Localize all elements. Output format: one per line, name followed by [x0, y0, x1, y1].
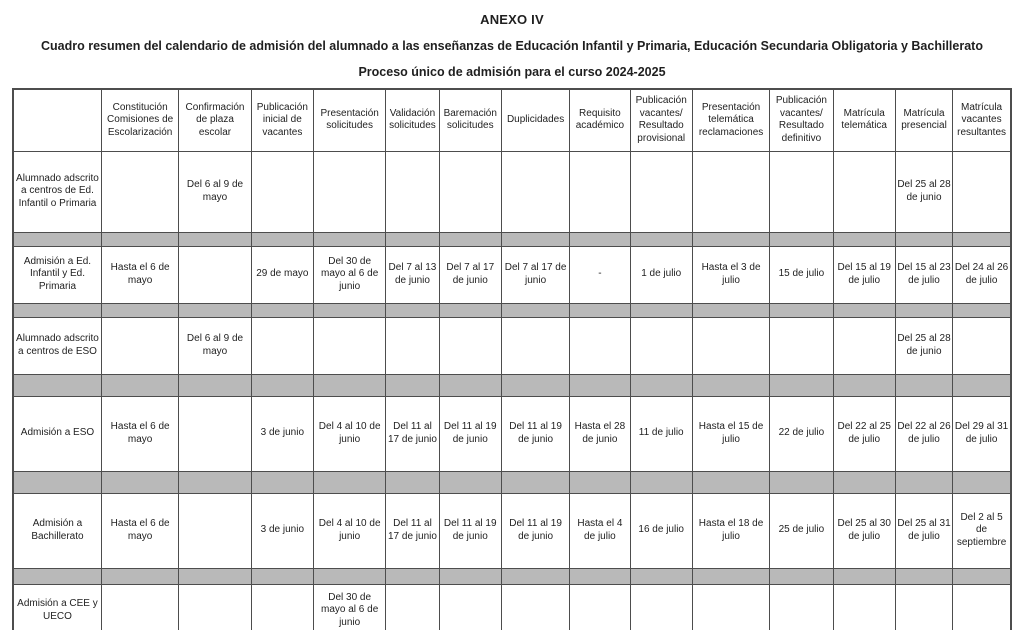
calendar-cell — [386, 151, 439, 232]
separator-cell — [251, 374, 313, 396]
calendar-cell: Del 22 al 26 de julio — [895, 396, 952, 471]
separator-cell — [179, 568, 251, 584]
table-row — [13, 317, 1011, 374]
calendar-cell — [770, 317, 833, 374]
separator-cell — [13, 303, 101, 317]
separator-cell — [833, 374, 895, 396]
calendar-cell: Del 29 al 31 de julio — [953, 396, 1011, 471]
column-header: Presentación telemática reclamaciones — [692, 89, 769, 151]
separator-cell — [179, 232, 251, 246]
column-header: Validación solicitudes — [386, 89, 439, 151]
separator-cell — [953, 568, 1011, 584]
separator-cell — [251, 568, 313, 584]
calendar-cell — [439, 317, 501, 374]
separator-cell — [770, 471, 833, 493]
calendar-cell — [313, 317, 385, 374]
separator-cell — [101, 471, 178, 493]
separator-cell — [770, 568, 833, 584]
separator-cell — [13, 374, 101, 396]
row-label: Alumnado adscrito a centros de Ed. Infantil o Primaria — [13, 151, 101, 232]
separator-cell — [895, 471, 952, 493]
admission-calendar-table — [12, 88, 1012, 630]
row-label: Admisión a Bachillerato — [13, 493, 101, 568]
separator-cell — [439, 303, 501, 317]
calendar-cell: 16 de julio — [630, 493, 692, 568]
separator-cell — [179, 471, 251, 493]
calendar-cell — [179, 584, 251, 630]
calendar-cell: Del 11 al 17 de junio — [386, 396, 439, 471]
separator-cell — [895, 568, 952, 584]
separator-cell — [386, 568, 439, 584]
calendar-cell: Hasta el 3 de julio — [692, 246, 769, 303]
separator-cell — [630, 568, 692, 584]
column-header: Duplicidades — [501, 89, 569, 151]
calendar-cell: Hasta el 6 de mayo — [101, 396, 178, 471]
calendar-cell — [439, 151, 501, 232]
separator-cell — [692, 303, 769, 317]
calendar-cell: Del 25 al 28 de junio — [895, 151, 952, 232]
separator-cell — [570, 232, 630, 246]
calendar-cell — [101, 151, 178, 232]
calendar-cell: Del 7 al 17 de junio — [439, 246, 501, 303]
separator-cell — [895, 374, 952, 396]
separator-cell — [770, 303, 833, 317]
separator-cell — [833, 232, 895, 246]
calendar-cell: - — [570, 246, 630, 303]
calendar-cell: Del 6 al 9 de mayo — [179, 151, 251, 232]
separator-cell — [251, 471, 313, 493]
separator-cell — [692, 232, 769, 246]
calendar-cell — [953, 317, 1011, 374]
calendar-cell: 15 de julio — [770, 246, 833, 303]
separator-cell — [692, 568, 769, 584]
calendar-cell: 3 de junio — [251, 493, 313, 568]
calendar-cell — [313, 151, 385, 232]
separator-cell — [179, 374, 251, 396]
calendar-cell: Del 7 al 17 de junio — [501, 246, 569, 303]
separator-cell — [501, 232, 569, 246]
table-body — [13, 151, 1011, 630]
separator-cell — [570, 471, 630, 493]
calendar-cell: Del 30 de mayo al 6 de junio — [313, 584, 385, 630]
table-row — [13, 584, 1011, 630]
separator-cell — [313, 232, 385, 246]
separator-cell — [386, 471, 439, 493]
calendar-cell — [833, 151, 895, 232]
calendar-cell — [179, 396, 251, 471]
calendar-cell: Del 22 al 25 de julio — [833, 396, 895, 471]
calendar-cell — [953, 584, 1011, 630]
separator-cell — [251, 232, 313, 246]
row-label: Admisión a ESO — [13, 396, 101, 471]
calendar-cell: 1 de julio — [630, 246, 692, 303]
calendar-cell — [501, 151, 569, 232]
corner-cell — [13, 89, 101, 151]
calendar-cell: 29 de mayo — [251, 246, 313, 303]
calendar-cell — [630, 151, 692, 232]
calendar-cell: Del 4 al 10 de junio — [313, 493, 385, 568]
calendar-cell — [770, 151, 833, 232]
separator-row — [13, 232, 1011, 246]
separator-cell — [439, 374, 501, 396]
calendar-cell — [179, 493, 251, 568]
separator-cell — [439, 232, 501, 246]
process-line: Proceso único de admisión para el curso 2024-2025 — [358, 65, 666, 79]
separator-cell — [101, 374, 178, 396]
calendar-cell — [386, 584, 439, 630]
separator-cell — [570, 303, 630, 317]
table-header-row — [13, 89, 1011, 151]
separator-cell — [386, 232, 439, 246]
separator-cell — [313, 374, 385, 396]
separator-cell — [313, 568, 385, 584]
separator-row — [13, 568, 1011, 584]
calendar-cell — [692, 584, 769, 630]
calendar-cell — [630, 317, 692, 374]
calendar-cell: Hasta el 18 de julio — [692, 493, 769, 568]
separator-row — [13, 303, 1011, 317]
separator-cell — [13, 471, 101, 493]
column-header: Publicación inicial de vacantes — [251, 89, 313, 151]
column-header: Matrícula vacantes resultantes — [953, 89, 1011, 151]
separator-cell — [251, 303, 313, 317]
separator-cell — [770, 232, 833, 246]
separator-cell — [630, 303, 692, 317]
separator-cell — [630, 232, 692, 246]
separator-cell — [692, 471, 769, 493]
calendar-cell — [251, 317, 313, 374]
calendar-cell: Del 25 al 31 de julio — [895, 493, 952, 568]
column-header: Publicación vacantes/ Resultado provisional — [630, 89, 692, 151]
separator-cell — [833, 303, 895, 317]
calendar-cell: 3 de junio — [251, 396, 313, 471]
calendar-cell — [953, 151, 1011, 232]
calendar-cell — [386, 317, 439, 374]
separator-cell — [895, 232, 952, 246]
separator-cell — [833, 471, 895, 493]
column-header: Matrícula presencial — [895, 89, 952, 151]
separator-cell — [101, 303, 178, 317]
separator-row — [13, 471, 1011, 493]
separator-cell — [179, 303, 251, 317]
calendar-cell — [630, 584, 692, 630]
separator-cell — [570, 374, 630, 396]
column-header: Matrícula telemática — [833, 89, 895, 151]
calendar-cell — [692, 151, 769, 232]
separator-cell — [501, 303, 569, 317]
column-header: Confirmación de plaza escolar — [179, 89, 251, 151]
calendar-cell: Del 30 de mayo al 6 de junio — [313, 246, 385, 303]
separator-cell — [570, 568, 630, 584]
column-header: Requisito académico — [570, 89, 630, 151]
calendar-cell — [570, 151, 630, 232]
calendar-cell — [439, 584, 501, 630]
separator-cell — [953, 471, 1011, 493]
calendar-cell: Del 11 al 19 de junio — [501, 493, 569, 568]
calendar-cell: Del 11 al 17 de junio — [386, 493, 439, 568]
column-header: Publicación vacantes/ Resultado definitivo — [770, 89, 833, 151]
table-row — [13, 246, 1011, 303]
separator-cell — [501, 568, 569, 584]
separator-cell — [692, 374, 769, 396]
separator-cell — [953, 303, 1011, 317]
calendar-cell: 11 de julio — [630, 396, 692, 471]
separator-cell — [101, 568, 178, 584]
separator-cell — [630, 374, 692, 396]
calendar-cell: Del 15 al 23 de julio — [895, 246, 952, 303]
table-row — [13, 493, 1011, 568]
calendar-cell — [501, 584, 569, 630]
calendar-cell: Hasta el 6 de mayo — [101, 493, 178, 568]
separator-cell — [953, 232, 1011, 246]
separator-cell — [833, 568, 895, 584]
calendar-cell — [101, 584, 178, 630]
separator-cell — [313, 303, 385, 317]
calendar-cell: Del 25 al 28 de junio — [895, 317, 952, 374]
page-title: ANEXO IV — [480, 12, 544, 27]
separator-cell — [953, 374, 1011, 396]
row-label: Alumnado adscrito a centros de ESO — [13, 317, 101, 374]
calendar-cell: Del 11 al 19 de junio — [501, 396, 569, 471]
separator-cell — [501, 471, 569, 493]
calendar-cell: Del 25 al 30 de julio — [833, 493, 895, 568]
calendar-cell: Del 2 al 5 de septiembre — [953, 493, 1011, 568]
calendar-cell: Del 4 al 10 de junio — [313, 396, 385, 471]
separator-cell — [439, 568, 501, 584]
separator-cell — [770, 374, 833, 396]
separator-cell — [439, 471, 501, 493]
calendar-cell: Hasta el 28 de junio — [570, 396, 630, 471]
calendar-cell: Hasta el 15 de julio — [692, 396, 769, 471]
table-row — [13, 151, 1011, 232]
separator-cell — [101, 232, 178, 246]
separator-cell — [895, 303, 952, 317]
separator-cell — [313, 471, 385, 493]
calendar-cell: Hasta el 6 de mayo — [101, 246, 178, 303]
calendar-cell — [833, 584, 895, 630]
separator-cell — [386, 374, 439, 396]
column-header: Baremación solicitudes — [439, 89, 501, 151]
column-header: Constitución Comisiones de Escolarización — [101, 89, 178, 151]
separator-cell — [13, 232, 101, 246]
separator-cell — [501, 374, 569, 396]
calendar-cell: Del 15 al 19 de julio — [833, 246, 895, 303]
separator-cell — [386, 303, 439, 317]
calendar-cell — [570, 584, 630, 630]
document-subtitle: Cuadro resumen del calendario de admisión del alumnado a las enseñanzas de Educación Infantil y Primaria, Educación Secundaria Obligatoria y Bachillerato — [41, 39, 983, 53]
calendar-cell: Del 24 al 26 de julio — [953, 246, 1011, 303]
row-label: Admisión a CEE y UECO — [13, 584, 101, 630]
calendar-cell: Del 11 al 19 de junio — [439, 396, 501, 471]
calendar-cell: Del 11 al 19 de junio — [439, 493, 501, 568]
calendar-cell: Del 6 al 9 de mayo — [179, 317, 251, 374]
calendar-cell — [251, 151, 313, 232]
table-row — [13, 396, 1011, 471]
column-header: Presentación solicitudes — [313, 89, 385, 151]
calendar-cell: Hasta el 4 de julio — [570, 493, 630, 568]
separator-cell — [13, 568, 101, 584]
calendar-cell — [570, 317, 630, 374]
separator-row — [13, 374, 1011, 396]
calendar-cell — [895, 584, 952, 630]
calendar-cell: Del 7 al 13 de junio — [386, 246, 439, 303]
calendar-cell — [692, 317, 769, 374]
calendar-cell — [833, 317, 895, 374]
calendar-cell — [770, 584, 833, 630]
separator-cell — [630, 471, 692, 493]
calendar-cell: 25 de julio — [770, 493, 833, 568]
calendar-cell: 22 de julio — [770, 396, 833, 471]
calendar-cell — [251, 584, 313, 630]
row-label: Admisión a Ed. Infantil y Ed. Primaria — [13, 246, 101, 303]
calendar-cell — [179, 246, 251, 303]
calendar-cell — [501, 317, 569, 374]
calendar-cell — [101, 317, 178, 374]
